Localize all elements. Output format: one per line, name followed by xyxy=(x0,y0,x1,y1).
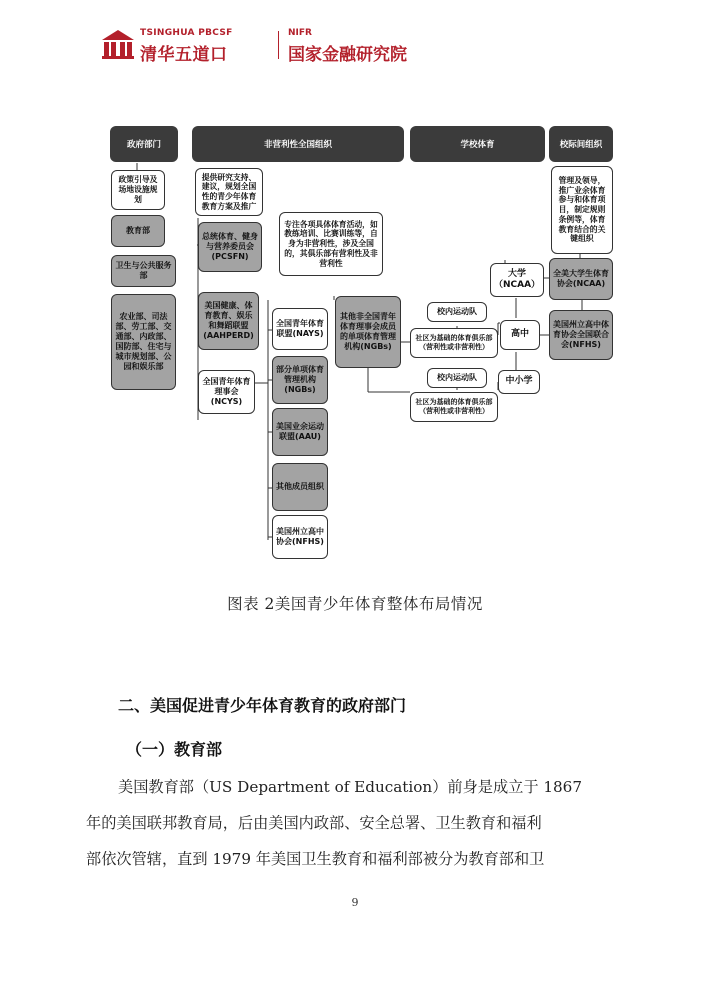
box-education-dept: 教育部 xyxy=(111,215,165,247)
header-nonprofit: 非营利性全国组织 xyxy=(192,126,404,162)
header-school-sports: 学校体育 xyxy=(410,126,545,162)
box-community-club-1: 社区为基础的体育俱乐部（营利性或非营利性） xyxy=(410,328,498,358)
intercollegiate-note: 管理及领导，推广业余体育参与和体育项目，制定规则条例等，体育教育结合的关键组织 xyxy=(551,166,613,254)
gov-note: 政策引导及场地设施规划 xyxy=(111,170,165,210)
box-middle-school: 中小学 xyxy=(498,370,540,394)
nonprofit-note-1: 提供研究支持、建议，规划全国性的青少年体育教育方案及推广 xyxy=(195,168,263,216)
box-other-members: 其他成员组织 xyxy=(272,463,328,511)
paragraph-line-2: 年的美国联邦教育局，后由美国内政部、安全总署、卫生教育和福利 xyxy=(86,814,542,832)
box-campus-team-1: 校内运动队 xyxy=(427,302,487,322)
box-other-departments: 农业部、司法部、劳工部、交通部、内政部、国防部、住宅与城市规划部、公园和娱乐部 xyxy=(111,294,176,390)
nifr-chinese-name: 国家金融研究院 xyxy=(288,45,407,65)
box-nfhs-federation: 美国州立高中体育协会全国联合会(NFHS) xyxy=(549,310,613,360)
header-government: 政府部门 xyxy=(110,126,178,162)
box-health-human-services: 卫生与公共服务部 xyxy=(111,255,176,287)
box-ncaa: 全美大学生体育协会(NCAA) xyxy=(549,258,613,300)
box-community-club-2: 社区为基础的体育俱乐部（营利性或非营利性） xyxy=(410,392,498,422)
box-university: 大学（NCAA） xyxy=(490,263,544,297)
box-nays: 全国青年体育联盟(NAYS) xyxy=(272,308,328,350)
paragraph-line-1: 美国教育部（US Department of Education）前身是成立于 1867 xyxy=(118,778,582,796)
box-aahperd: 美国健康、体育教育、娱乐和舞蹈联盟(AAHPERD) xyxy=(198,292,259,350)
figure-caption: 图表 2美国青少年体育整体布局情况 xyxy=(227,595,483,613)
nifr-english-name: NIFR xyxy=(288,28,312,38)
box-aau: 美国业余运动联盟(AAU) xyxy=(272,408,328,456)
logo-chinese-name: 清华五道口 xyxy=(140,45,228,65)
box-ncys: 全国青年体育理事会(NCYS) xyxy=(198,370,255,414)
box-high-school: 高中 xyxy=(500,320,540,350)
subsection-heading: （一）教育部 xyxy=(126,740,223,759)
section-heading: 二、美国促进青少年体育教育的政府部门 xyxy=(118,696,407,715)
paragraph-line-3: 部依次管辖，直到 1979 年美国卫生教育和福利部被分为教育部和卫 xyxy=(86,850,545,868)
header-intercollegiate: 校际间组织 xyxy=(549,126,613,162)
box-campus-team-2: 校内运动队 xyxy=(427,368,487,388)
page-number: 9 xyxy=(351,896,359,909)
box-nfhs-np: 美国州立高中协会(NFHS) xyxy=(272,515,328,559)
box-pcsfn: 总统体育、健身与营养委员会(PCSFN) xyxy=(198,222,262,272)
box-ngbs-partial: 部分单项体育管理机构(NGBs) xyxy=(272,356,328,404)
nonprofit-note-2: 专注各项具体体育活动，如教练培训、比赛训练等，自身为非营利性，涉及全国的，其俱乐部有营利性及非营利性 xyxy=(279,212,383,276)
logo-english-name: TSINGHUA PBCSF xyxy=(140,28,233,38)
box-other-ngbs: 其他非全国青年体育理事会成员的单项体育管理机构(NGBs) xyxy=(335,296,401,368)
